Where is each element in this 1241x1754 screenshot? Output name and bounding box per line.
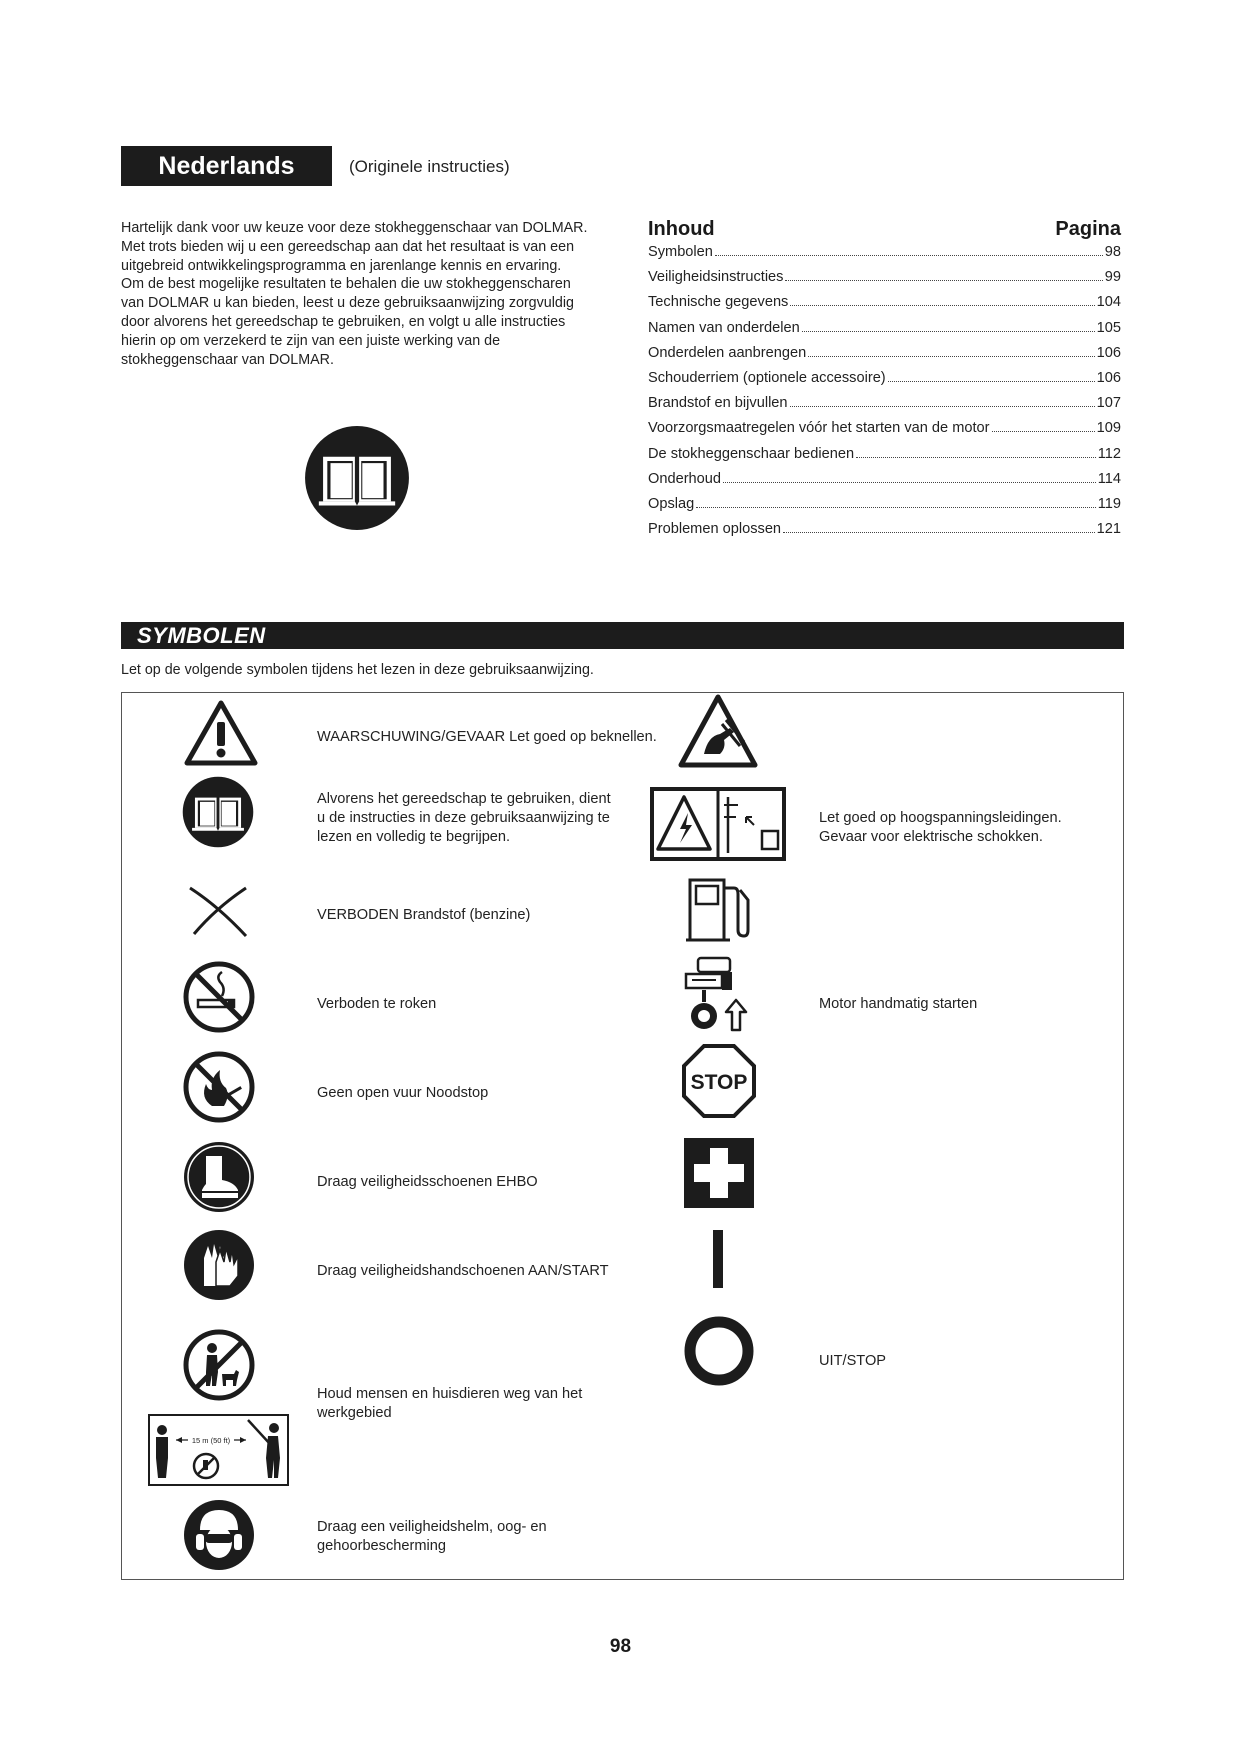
symbol-text-forbidden-fuel: VERBODEN Brandstof (benzine) (317, 907, 531, 923)
symbol-text-warning: WAARSCHUWING/GEVAAR Let goed op beknellen. (317, 729, 657, 745)
distance-label: 15 m (50 ft) (191, 1436, 231, 1445)
high-voltage-power-lines-icon (650, 787, 786, 861)
table-of-contents (648, 218, 1121, 546)
keep-bystanders-away-icon (182, 1328, 256, 1402)
symbol-text-keep-away: Houd mensen en huisdieren weg van het werkgebied (317, 1386, 583, 1421)
no-smoking-icon (182, 960, 256, 1034)
toc-title: Inhoud (648, 218, 715, 240)
intro-paragraph-2: Om de best mogelijke resultaten te behalen die uw stokheggenscharen van DOLMAR u kan bieden, leest u deze gebruiksaanwijzing zorgvuldig door alvorens het gereedschap te gebruiken, en volgt u alle instructies hierin op om verzekerd te zijn van een juiste werking van de stokheggenschaar van DOLMAR. (121, 276, 574, 368)
toc-entry-label: Onderhoud (648, 470, 722, 487)
toc-entry-label: Technische gegevens (648, 294, 789, 311)
page-number: 98 (609, 1636, 632, 1657)
symbol-text-power-lines: Let goed op hoogspanningsleidingen. Gevaar voor elektrische schokken. (819, 810, 1062, 845)
toc-entry[interactable] (648, 345, 1121, 370)
toc-entry-page: 109 (1096, 420, 1121, 437)
first-aid-icon (684, 1138, 754, 1208)
toc-entry-label: Veiligheidsinstructies (648, 269, 784, 286)
no-open-fire-icon (182, 1050, 256, 1124)
toc-entry-page: 106 (1096, 344, 1121, 361)
symbols-note: Let op de volgende symbolen tijdens het lezen in deze gebruiksaanwijzing. (121, 662, 594, 678)
toc-entry-label: Brandstof en bijvullen (648, 395, 788, 412)
toc-entry[interactable] (648, 420, 1121, 445)
toc-entry-page: 119 (1097, 495, 1121, 512)
toc-entry-label: Onderdelen aanbrengen (648, 344, 807, 361)
toc-entry-page: 106 (1096, 369, 1121, 386)
toc-entry[interactable] (648, 471, 1121, 496)
manual-start-icon (682, 952, 754, 1036)
symbol-text-gloves: Draag veiligheidshandschoenen AAN/START (317, 1263, 609, 1279)
toc-entry-page: 104 (1096, 294, 1121, 311)
symbol-text-no-fire: Geen open vuur Noodstop (317, 1085, 489, 1101)
stop-sign-text: STOP (690, 1071, 748, 1094)
safety-boots-icon (182, 1140, 256, 1214)
symbol-text-manual-start: Motor handmatig starten (819, 996, 978, 1012)
toc-entry[interactable] (648, 294, 1121, 319)
original-instructions-label: (Originele instructies) (349, 157, 510, 176)
symbol-text-safety-shoes: Draag veiligheidsschoenen EHBO (317, 1174, 538, 1190)
symbol-text-helmet: Draag een veiligheidshelm, oog- en gehoorbescherming (317, 1519, 547, 1554)
symbols-heading: SYMBOLEN (121, 622, 1124, 649)
toc-entry-label: Schouderriem (optionele accessoire) (648, 369, 886, 386)
toc-entry[interactable] (648, 269, 1121, 294)
toc-entry-page: 105 (1096, 319, 1121, 336)
toc-entry-page: 114 (1097, 470, 1121, 487)
symbol-text-read-manual: Alvorens het gereedschap te gebruiken, dient u de instructies in deze gebruiksaanwijzing te lezen en volledig te begrijpen. (317, 791, 611, 845)
toc-entry-label: Voorzorgsmaatregelen vóór het starten van de motor (648, 420, 990, 437)
toc-entry[interactable] (648, 496, 1121, 521)
toc-entry-page: 99 (1104, 269, 1121, 286)
language-heading: Nederlands (121, 146, 332, 186)
toc-entry[interactable] (648, 446, 1121, 471)
toc-entry[interactable] (648, 370, 1121, 395)
toc-entry-label: Symbolen (648, 244, 713, 260)
intro-paragraph-1: Hartelijk dank voor uw keuze voor deze stokheggenschaar van DOLMAR. Met trots bieden wij u een gereedschap aan dat het resultaat is van een uitgebreid ontwikkelingsprogramma en jarenlange kennis en ervaring. (121, 220, 588, 274)
toc-entry-page: 98 (1104, 244, 1121, 260)
warning-triangle-icon (184, 700, 258, 766)
toc-page-label: Pagina (1055, 218, 1121, 240)
symbol-text-no-smoking: Verboden te roken (317, 996, 437, 1012)
toc-entry-label: Opslag (648, 495, 695, 512)
off-stop-icon (683, 1315, 755, 1387)
toc-entry[interactable] (648, 395, 1121, 420)
emergency-stop-sign-icon (682, 1044, 756, 1118)
symbol-text-off-stop: UIT/STOP (819, 1353, 887, 1369)
helmet-goggles-earmuffs-icon (182, 1498, 256, 1572)
crush-hazard-icon (678, 694, 758, 768)
toc-header (648, 218, 1121, 244)
intro-text (121, 219, 591, 369)
fuel-pump-icon (684, 874, 754, 944)
on-start-icon (710, 1230, 726, 1288)
distance-15m-icon (148, 1414, 289, 1486)
toc-entry[interactable] (648, 521, 1121, 546)
safety-gloves-icon (182, 1228, 256, 1302)
toc-entry-page: 112 (1097, 445, 1121, 462)
toc-entry-label: De stokheggenschaar bedienen (648, 445, 855, 462)
toc-entry-label: Namen van onderdelen (648, 319, 800, 336)
toc-entry-page: 121 (1096, 521, 1121, 538)
toc-entry-label: Problemen oplossen (648, 521, 782, 538)
toc-entry[interactable] (648, 320, 1121, 345)
toc-entry-page: 107 (1096, 395, 1121, 412)
read-manual-icon (182, 776, 254, 848)
read-manual-icon (304, 425, 410, 531)
toc-entry[interactable] (648, 244, 1121, 269)
forbidden-cross-icon (186, 882, 250, 940)
